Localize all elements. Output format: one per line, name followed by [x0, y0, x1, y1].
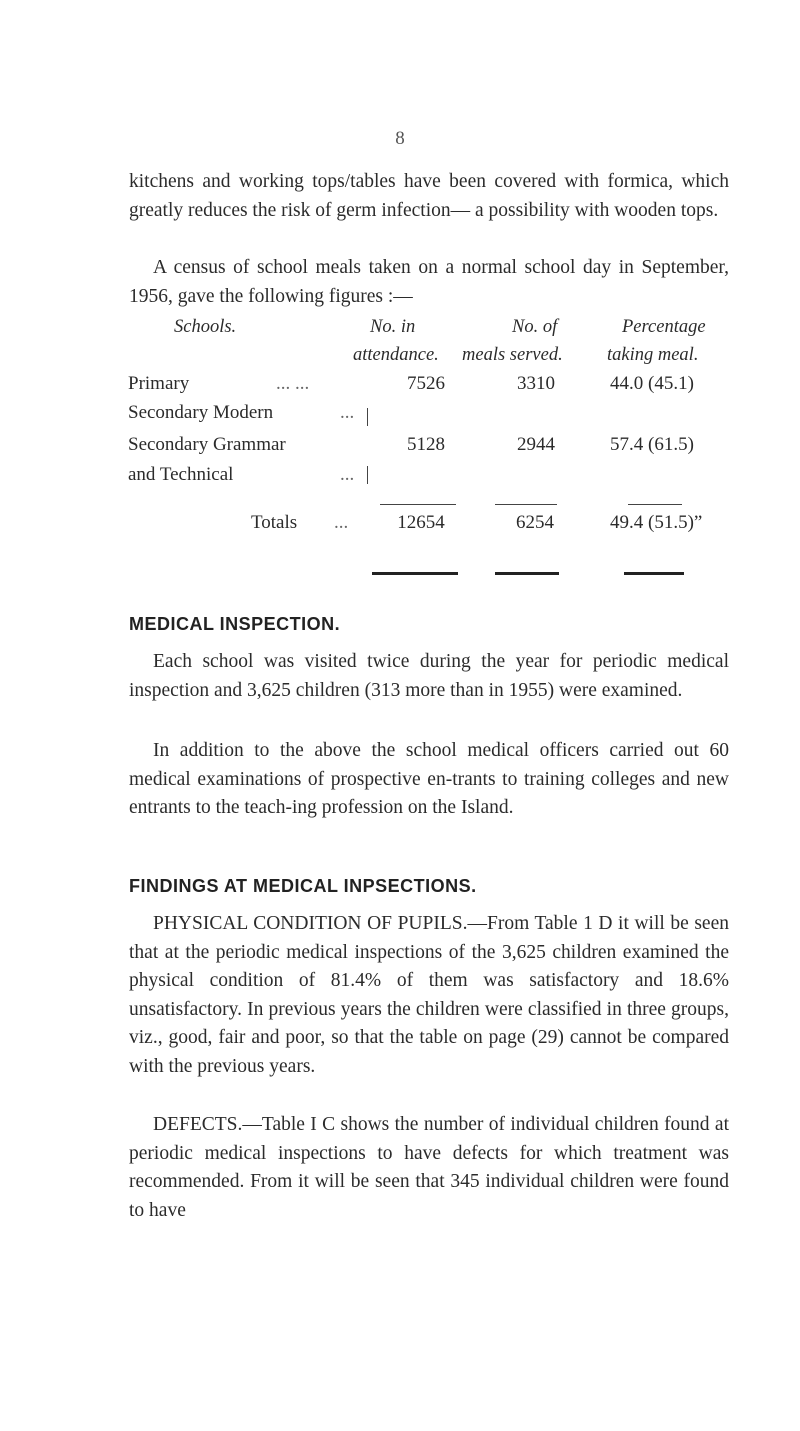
- header-schools: Schools.: [174, 317, 237, 337]
- medical-inspection-paragraph-2: [129, 737, 729, 823]
- totals-percentage: 49.4 (51.5)”: [610, 512, 703, 533]
- rule-meals: [495, 504, 557, 505]
- totals-meals: 6254: [516, 512, 554, 533]
- final-rule-attendance: [372, 572, 458, 575]
- rule-percentage: [628, 504, 682, 505]
- header-meals-line1: No. of: [512, 317, 558, 337]
- rule-attendance: [380, 504, 456, 505]
- physical-condition-text: PHYSICAL CONDITION OF PUPILS.—From Table 1 D it will be seen that at the periodic medical inspections of the 3,625 children examined the physical condition of 81.4% of them was satisfactory and 18.6% unsatisfactory. In previous years the children were classified in three groups, viz., good, fair and poor, so that the table on page (29) cannot be compared with the previous years.: [129, 913, 729, 1077]
- row-secondary-attendance: 5128: [407, 434, 445, 455]
- totals-label: Totals: [251, 512, 298, 533]
- header-percentage-line1: Percentage: [622, 317, 706, 337]
- header-meals-line2: meals served.: [462, 345, 563, 365]
- row-technical-label: and Technical: [128, 464, 234, 485]
- medical-inspection-text-1: Each school was visited twice during the year for periodic medical inspection and 3,625 children (313 more than in 1955) were examined.: [129, 651, 729, 701]
- row-primary-dots: ... ...: [276, 373, 310, 394]
- header-attendance-line2: attendance.: [353, 345, 439, 365]
- row-primary-attendance: 7526: [407, 373, 445, 394]
- medical-inspection-text-2: In addition to the above the school medical officers carried out 60 medical examinations of prospective en-trants to training colleges and new entrants to the teach-ing profession on the Island.: [129, 740, 729, 818]
- bracket-top: [363, 408, 368, 426]
- header-percentage-line2: taking meal.: [607, 345, 699, 365]
- final-rule-meals: [495, 572, 559, 575]
- row-secondary-modern-dots: ...: [340, 402, 355, 423]
- header-attendance-line1: No. in: [370, 317, 416, 337]
- row-primary-label: Primary: [128, 373, 190, 394]
- page-number: 8: [395, 128, 405, 149]
- defects-text: DEFECTS.—Table I C shows the number of individual children found at periodic medical inspections to have defects for which treatment was recommended. From it will be seen that 345 individual children were found to have: [129, 1114, 729, 1221]
- row-secondary-grammar-label: Secondary Grammar: [128, 434, 286, 455]
- row-secondary-meals: 2944: [517, 434, 555, 455]
- totals-attendance: 12654: [397, 512, 445, 533]
- intro-paragraph: kitchens and working tops/tables have been covered with formica, which greatly reduces the risk of germ infection— a possibility with wooden tops.: [129, 171, 729, 221]
- heading-findings: FINDINGS AT MEDICAL INPSECTIONS.: [129, 876, 477, 896]
- heading-medical-inspection: MEDICAL INSPECTION.: [129, 614, 341, 634]
- final-rule-percentage: [624, 572, 684, 575]
- bracket-bottom: [363, 466, 368, 484]
- defects-paragraph: [129, 1111, 729, 1225]
- census-text: A census of school meals taken on a normal school day in September, 1956, gave the following figures :—: [129, 257, 729, 307]
- row-primary-percentage: 44.0 (45.1): [610, 373, 694, 394]
- physical-condition-paragraph: [129, 910, 729, 1081]
- medical-inspection-paragraph-1: [129, 648, 729, 705]
- row-secondary-percentage: 57.4 (61.5): [610, 434, 694, 455]
- row-secondary-modern-label: Secondary Modern: [128, 402, 274, 423]
- totals-dots: ...: [334, 512, 349, 533]
- row-technical-dots: ...: [340, 464, 355, 485]
- census-paragraph: [129, 254, 729, 311]
- row-primary-meals: 3310: [517, 373, 555, 394]
